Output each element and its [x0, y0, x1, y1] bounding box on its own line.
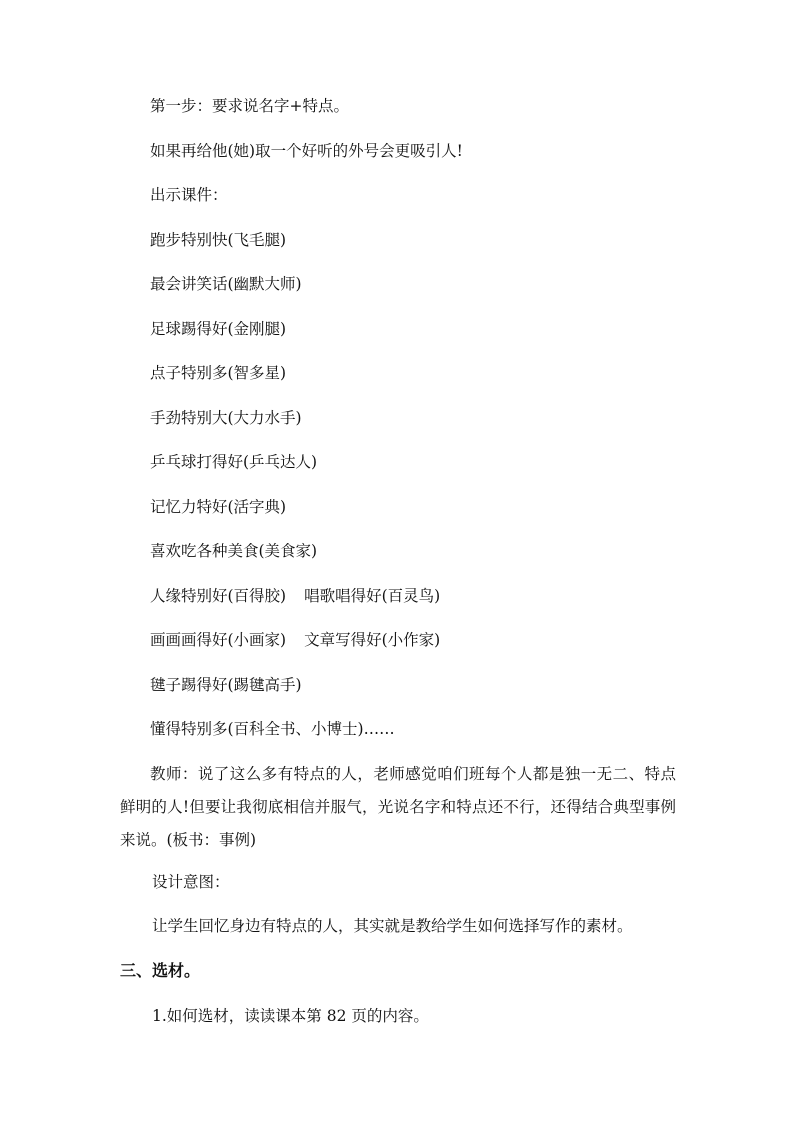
nickname-prompt-line: 如果再给他(她)取一个好听的外号会更吸引人! — [150, 142, 463, 160]
example-line: 跑步特别快(飞毛腿) — [150, 231, 287, 249]
example-line: 手劲特别大(大力水手) — [150, 409, 302, 427]
example-item: 文章写得好(小作家) — [304, 631, 441, 649]
example-item: 画画画得好(小画家) — [150, 631, 287, 649]
example-line: 喜欢吃各种美食(美食家) — [150, 542, 318, 560]
section-heading: 三、选材。 — [120, 961, 201, 980]
design-intent-text: 让学生回忆身边有特点的人，其实就是教给学生如何选择写作的素材。 — [152, 917, 633, 935]
step-one-line: 第一步：要求说名字+特点。 — [150, 97, 349, 115]
example-line: 点子特别多(智多星) — [150, 364, 287, 382]
example-line-pair — [150, 630, 440, 650]
example-line: 足球踢得好(金刚腿) — [150, 320, 287, 338]
design-intent-label: 设计意图： — [152, 873, 230, 891]
example-item: 唱歌唱得好(百灵鸟) — [304, 587, 441, 605]
example-line: 毽子踢得好(踢毽高手) — [150, 676, 302, 694]
courseware-label: 出示课件： — [150, 186, 228, 204]
example-item: 人缘特别好(百得胶) — [150, 587, 287, 605]
example-line-pair — [150, 586, 440, 606]
list-item: 1.如何选材，读读课本第 82 页的内容。 — [152, 1007, 429, 1025]
example-line: 记忆力特好(活字典) — [150, 498, 287, 516]
example-line: 最会讲笑话(幽默大师) — [150, 275, 302, 293]
teacher-paragraph: 教师：说了这么多有特点的人，老师感觉咱们班每个人都是独一无二、特点鲜明的人!但要让我彻底相信并服气，光说名字和特点还不行，还得结合典型事例来说。(板书：事例) — [120, 765, 676, 849]
example-line: 乒乓球打得好(乒乓达人) — [150, 453, 318, 471]
example-line: 懂得特别多(百科全书、小博士)…… — [150, 720, 395, 738]
